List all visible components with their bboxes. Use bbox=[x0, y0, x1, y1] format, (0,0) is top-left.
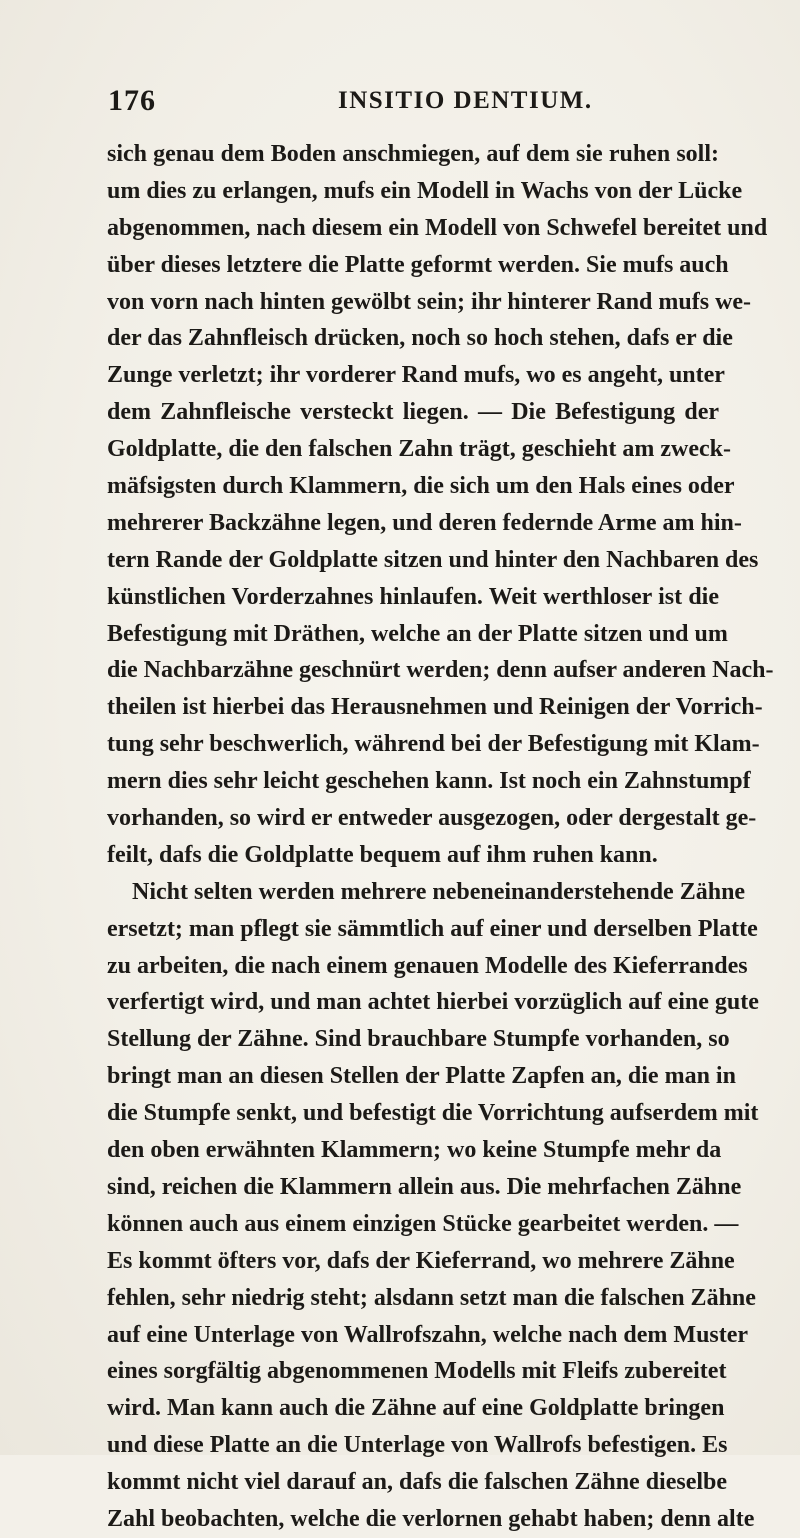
text-line: tern Rande der Goldplatte sitzen und hinter den Nachbaren des bbox=[107, 546, 759, 573]
text-line: Stellung der Zähne. Sind brauchbare Stumpfe vorhanden, so bbox=[107, 1026, 730, 1053]
text-line: sich genau dem Boden anschmiegen, auf dem sie ruhen soll: bbox=[107, 141, 719, 167]
text-line: den oben erwähnten Klammern; wo keine Stumpfe mehr da bbox=[107, 1137, 722, 1164]
text-line: zu arbeiten, die nach einem genauen Modelle des Kieferrandes bbox=[107, 952, 748, 979]
text-line: Zunge verletzt; ihr vorderer Rand mufs, wo es angeht, unter bbox=[107, 362, 725, 389]
text-line: können auch aus einem einzigen Stücke gearbeitet werden. — bbox=[107, 1210, 739, 1237]
text-line: über dieses letztere die Platte geformt werden. Sie mufs auch bbox=[107, 251, 729, 278]
text-line: verfertigt wird, und man achtet hierbei vorzüglich auf eine gute bbox=[107, 989, 759, 1016]
text-line: tung sehr beschwerlich, während bei der Befestigung mit Klam- bbox=[107, 731, 760, 758]
page-number: 176 bbox=[108, 84, 156, 117]
text-line: um dies zu erlangen, mufs ein Modell in Wachs von der Lücke bbox=[107, 177, 743, 204]
text-line: eines sorgfältig abgenommenen Modells mit Fleifs zubereitet bbox=[107, 1358, 727, 1385]
text-line: mäfsigsten durch Klammern, die sich um den Hals eines oder bbox=[107, 473, 735, 500]
text-line: mehrerer Backzähne legen, und deren federnde Arme am hin- bbox=[107, 509, 742, 536]
text-line: Nicht selten werden mehrere nebeneinanderstehende Zähne bbox=[132, 878, 746, 905]
text-line: theilen ist hierbei das Herausnehmen und Reinigen der Vorrich- bbox=[107, 694, 763, 721]
text-line: Es kommt öfters vor, dafs der Kieferrand, wo mehrere Zähne bbox=[107, 1247, 735, 1274]
text-line: künstlichen Vorderzahnes hinlaufen. Weit werthloser ist die bbox=[107, 583, 719, 610]
text-line: vorhanden, so wird er entweder ausgezogen, oder dergestalt ge- bbox=[107, 805, 757, 832]
text-line: abgenommen, nach diesem ein Modell von Schwefel bereitet und bbox=[107, 214, 768, 241]
text-line: sind, reichen die Klammern allein aus. Die mehrfachen Zähne bbox=[107, 1173, 742, 1200]
text-line: Zahl beobachten, welche die verlornen gehabt haben; denn alte bbox=[107, 1505, 755, 1532]
text-line: ersetzt; man pflegt sie sämmtlich auf einer und derselben Platte bbox=[107, 915, 758, 942]
text-line: wird. Man kann auch die Zähne auf eine Goldplatte bringen bbox=[107, 1395, 725, 1422]
text-line: Goldplatte, die den falschen Zahn trägt, geschieht am zweck- bbox=[107, 436, 731, 463]
text-line: kommt nicht viel darauf an, dafs die falschen Zähne dieselbe bbox=[107, 1469, 728, 1496]
text-line: und diese Platte an die Unterlage von Wallrofs befestigen. Es bbox=[107, 1432, 728, 1459]
body-text bbox=[107, 136, 774, 1538]
text-line: auf eine Unterlage von Wallrofszahn, welche nach dem Muster bbox=[107, 1321, 749, 1348]
text-line: der das Zahnfleisch drücken, noch so hoch stehen, dafs er die bbox=[107, 325, 733, 352]
text-line: die Stumpfe senkt, und befestigt die Vorrichtung aufserdem mit bbox=[107, 1100, 759, 1127]
running-title: INSITIO DENTIUM. bbox=[338, 87, 593, 114]
text-line: mern dies sehr leicht geschehen kann. Ist noch ein Zahnstumpf bbox=[107, 768, 751, 795]
text-line: Befestigung mit Dräthen, welche an der Platte sitzen und um bbox=[107, 620, 728, 647]
text-line: feilt, dafs die Goldplatte bequem auf ihm ruhen kann. bbox=[107, 841, 658, 868]
text-line: dem Zahnfleische versteckt liegen. — Die Befestigung der bbox=[107, 399, 719, 426]
text-line: die Nachbarzähne geschnürt werden; denn aufser anderen Nach- bbox=[107, 657, 774, 684]
text-line: bringt man an diesen Stellen der Platte Zapfen an, die man in bbox=[107, 1063, 736, 1090]
text-line: fehlen, sehr niedrig steht; alsdann setzt man die falschen Zähne bbox=[107, 1284, 756, 1311]
text-line: von vorn nach hinten gewölbt sein; ihr hinterer Rand mufs we- bbox=[107, 288, 752, 315]
running-head bbox=[108, 84, 712, 124]
